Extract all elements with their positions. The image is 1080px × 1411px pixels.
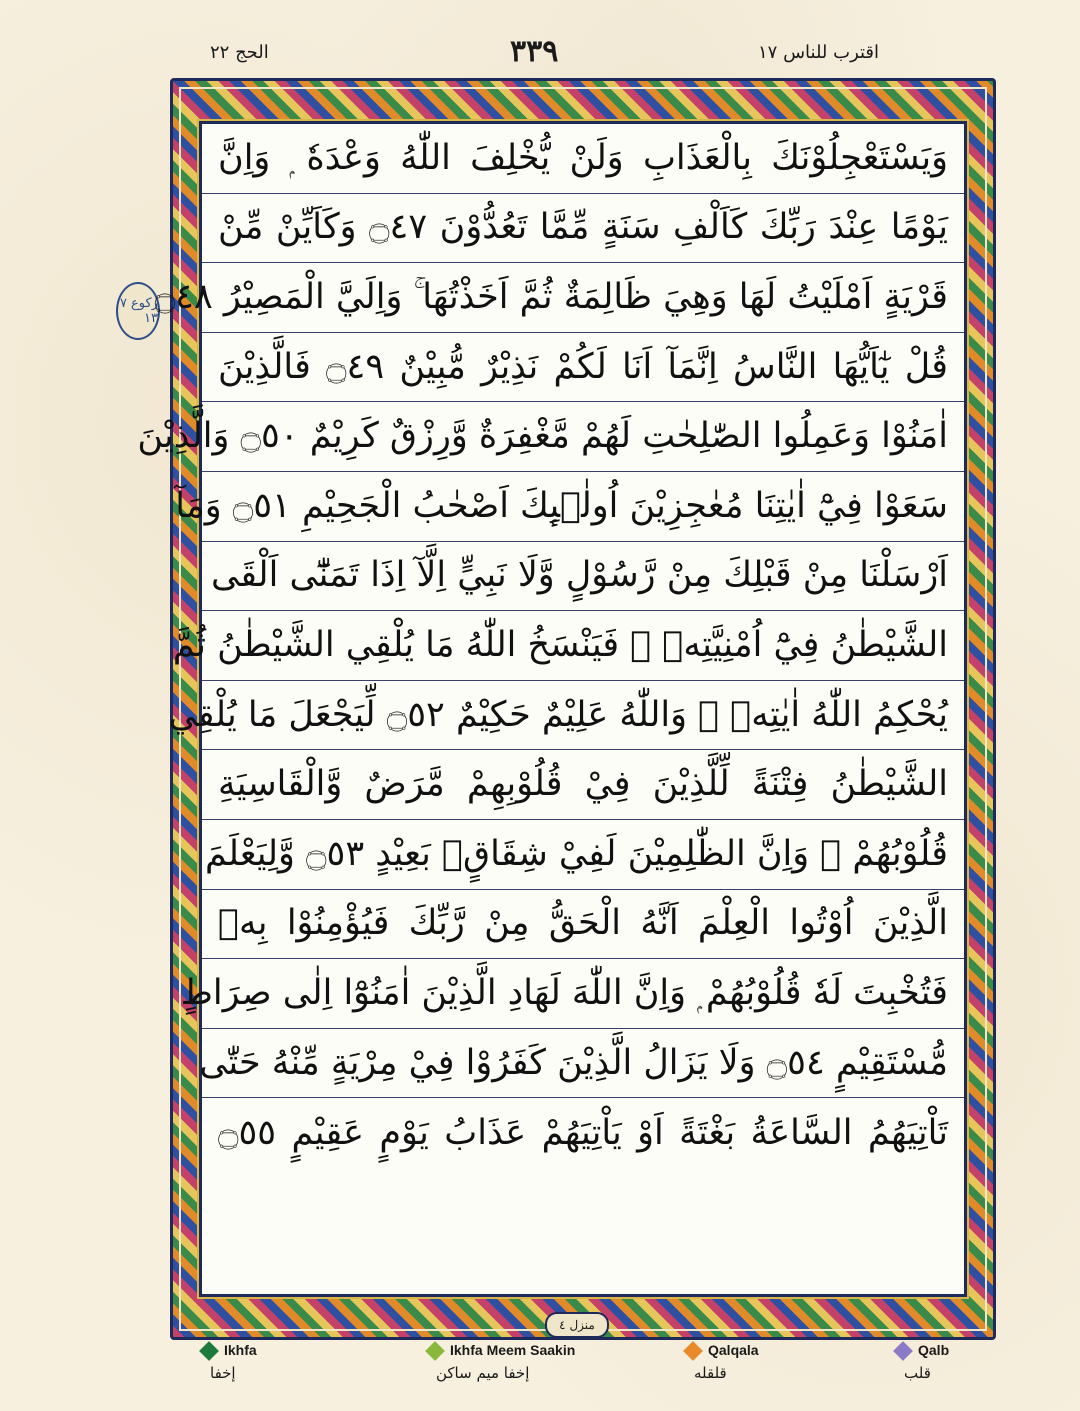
line-10: الشَّيْطٰنُ فِتْنَةً لِّلَّذِيْنَ فِيْ قُلُوْبِهِمْ مَّرَضٌ وَّالْقَاسِيَةِ [218, 764, 948, 805]
text-line [180, 959, 964, 1029]
text-line [202, 194, 964, 264]
line-2: يَوْمًا عِنْدَ رَبِّكَ كَاَلْفِ سَنَةٍ مِّمَّا تَعُدُّوْنَ ۝٤٧ وَكَاَيِّنْ مِّنْ [218, 207, 948, 248]
text-line [202, 333, 964, 403]
juz-name: اقترب للناس ١٧ [758, 42, 880, 63]
line-13: فَتُخْبِتَ لَهٗ قُلُوْبُهُمْ ۭ وَاِنَّ اللّٰهَ لَهَادِ الَّذِيْنَ اٰمَنُوْٓا اِلٰى صِرَاطٍ [180, 972, 948, 1013]
diamond-icon [199, 1341, 219, 1361]
line-4: قُلْ يٰٓاَيُّهَا النَّاسُ اِنَّمَآ اَنَا لَكُمْ نَذِيْرٌ مُّبِيْنٌ ۝٤٩ فَالَّذِيْنَ [218, 346, 948, 387]
legend-label: Qalb [918, 1342, 950, 1358]
text-line [202, 124, 964, 194]
line-1: وَيَسْتَعْجِلُوْنَكَ بِالْعَذَابِ وَلَنْ يُّخْلِفَ اللّٰهُ وَعْدَهٗ ۭ وَاِنَّ [218, 137, 948, 178]
legend-label-ar: قلقله [694, 1364, 727, 1382]
legend-label: Ikhfa [224, 1342, 257, 1358]
text-line [154, 263, 964, 333]
legend-label: Ikhfa Meem Saakin [450, 1342, 576, 1358]
line-8: الشَّيْطٰنُ فِيْٓ اُمْنِيَّتِهٖ ۚ فَيَنْسَخُ اللّٰهُ مَا يُلْقِي الشَّيْطٰنُ ثُمَّ [172, 624, 948, 665]
tajweed-legend [0, 1342, 1080, 1411]
ruku-marker: رکوع ٧ ١٣ [116, 282, 160, 340]
legend-label-ar: قلب [904, 1364, 931, 1382]
diamond-icon [683, 1341, 703, 1361]
text-line [168, 681, 964, 751]
legend-label-ar: إخفا [210, 1364, 236, 1382]
text-line [202, 1098, 964, 1168]
line-6: سَعَوْا فِيْٓ اٰيٰتِنَا مُعٰجِزِيْنَ اُولٰۗىِٕكَ اَصْحٰبُ الْجَحِيْمِ ۝٥١ وَمَآ [175, 485, 948, 526]
line-7: اَرْسَلْنَا مِنْ قَبْلِكَ مِنْ رَّسُوْلٍ وَّلَا نَبِيٍّ اِلَّآ اِذَا تَمَنّٰٓى اَلْقَى [211, 555, 948, 596]
manzil-badge: منزل ٤ [545, 1312, 609, 1338]
line-12: الَّذِيْنَ اُوْتُوا الْعِلْمَ اَنَّهُ الْحَقُّ مِنْ رَّبِّكَ فَيُؤْمِنُوْا بِهٖ [218, 903, 948, 944]
text-line [202, 820, 964, 890]
text-line [172, 611, 964, 681]
line-15: تَاْتِيَهُمُ السَّاعَةُ بَغْتَةً اَوْ يَاْتِيَهُمْ عَذَابُ يَوْمٍ عَقِيْمٍ ۝٥٥ [218, 1112, 948, 1153]
legend-label: Qalqala [708, 1342, 759, 1358]
legend-label-ar: إخفا ميم ساكن [436, 1364, 530, 1382]
text-line [202, 542, 964, 612]
text-line [137, 402, 964, 472]
diamond-icon [893, 1341, 913, 1361]
page-header [0, 34, 1080, 78]
line-14: مُّسْتَقِيْمٍ ۝٥٤ وَلَا يَزَالُ الَّذِيْنَ كَفَرُوْا فِيْ مِرْيَةٍ مِّنْهُ حَتّٰى [199, 1042, 948, 1083]
surah-name: الحج ٢٢ [210, 42, 269, 63]
text-line [202, 890, 964, 960]
line-9: يُحْكِمُ اللّٰهُ اٰيٰتِهٖ ۭ وَاللّٰهُ عَلِيْمٌ حَكِيْمٌ ۝٥٢ لِّيَجْعَلَ مَا يُلْقِي [168, 694, 948, 735]
line-3: قَرْيَةٍ اَمْلَيْتُ لَهَا وَهِيَ ظَالِمَةٌ ثُمَّ اَخَذْتُهَا ۚ وَاِلَيَّ الْمَصِيْرُ ۝٤٨ [154, 276, 948, 317]
diamond-icon [425, 1341, 445, 1361]
text-line [199, 1029, 964, 1099]
text-line [202, 750, 964, 820]
line-5: اٰمَنُوْا وَعَمِلُوا الصّٰلِحٰتِ لَهُمْ مَّغْفِرَةٌ وَّرِزْقٌ كَرِيْمٌ ۝٥٠ وَالَّذِيْنَ [137, 416, 948, 457]
page-number: ٣٣٩ [510, 34, 559, 69]
text-line [175, 472, 964, 542]
line-11: قُلُوْبُهُمْ ۭ وَاِنَّ الظّٰلِمِيْنَ لَفِيْ شِقَاقٍۢ بَعِيْدٍ ۝٥٣ وَّلِيَعْلَمَ [205, 833, 948, 874]
